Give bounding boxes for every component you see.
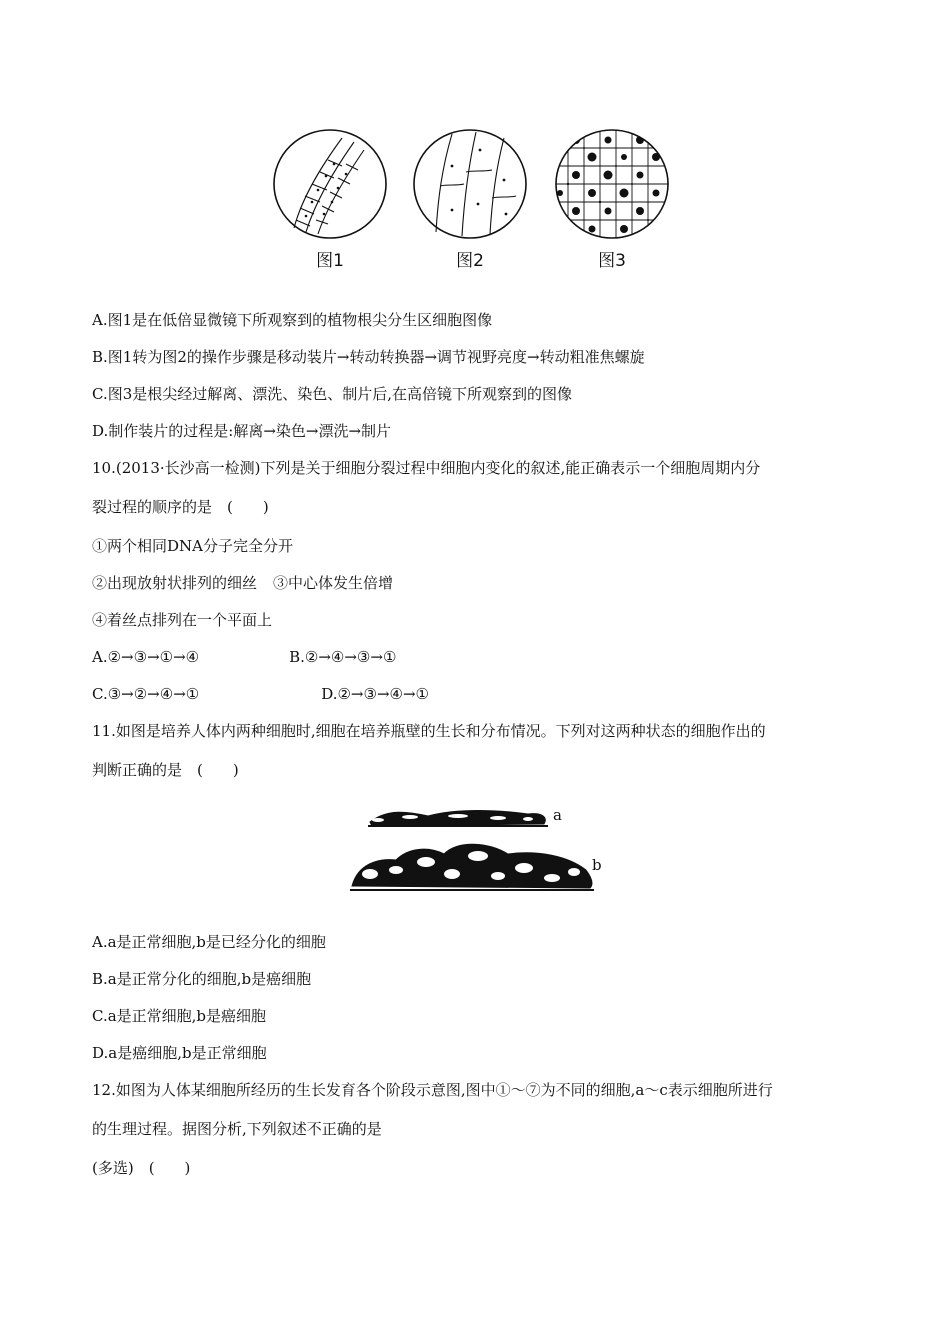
cell-label-a: a	[553, 806, 562, 824]
figure-3-label: 图3	[598, 251, 626, 271]
q10-options-cd	[92, 684, 429, 704]
q11-stem-line2: 判断正确的是 ( )	[92, 761, 239, 779]
q11-stem-line1: 11.如图是培养人体内两种细胞时,细胞在培养瓶壁的生长和分布情况。下列对这两种状态的细胞作出的	[92, 722, 766, 740]
q11-option-c: C.a是正常细胞,b是癌细胞	[92, 1007, 267, 1025]
q10-stem-line1: 10.(2013·长沙高一检测)下列是关于细胞分裂过程中细胞内变化的叙述,能正确表示一个细胞周期内分	[92, 459, 761, 477]
q10-option-b: B.②→④→③→①	[289, 648, 397, 666]
figure-2	[412, 128, 528, 271]
figure-1	[272, 128, 388, 271]
q10-option-a: A.②→③→①→④	[92, 648, 200, 666]
q11-option-d: D.a是癌细胞,b是正常细胞	[92, 1044, 267, 1062]
q9-option-c: C.图3是根尖经过解离、漂洗、染色、制片后,在高倍镜下所观察到的图像	[92, 385, 573, 403]
q10-option-d: D.②→③→④→①	[321, 685, 429, 703]
q9-option-d: D.制作装片的过程是:解离→染色→漂洗→制片	[92, 422, 392, 440]
q10-items-2-3	[92, 573, 393, 593]
microscope-figures	[262, 128, 692, 278]
q10-stem-line2: 裂过程的顺序的是 ( )	[92, 498, 269, 516]
q12-stem-line2: 的生理过程。据图分析,下列叙述不正确的是	[92, 1120, 382, 1138]
q10-options-ab	[92, 647, 396, 667]
q9-option-a: A.图1是在低倍显微镜下所观察到的植物根尖分生区细胞图像	[92, 311, 493, 329]
q10-item-4: ④着丝点排列在一个平面上	[92, 611, 273, 629]
q12-stem-line1: 12.如图为人体某细胞所经历的生长发育各个阶段示意图,图中①～⑦为不同的细胞,a～c表示细胞所进行	[92, 1081, 773, 1099]
figure-3	[554, 128, 670, 271]
figure-2-label: 图2	[456, 251, 484, 271]
q11-option-a: A.a是正常细胞,b是已经分化的细胞	[92, 933, 326, 951]
figure-1-label: 图1	[316, 251, 344, 271]
q12-stem-line3: (多选) ( )	[92, 1159, 191, 1177]
figure-3-image	[554, 128, 670, 240]
cell-culture-figure	[348, 800, 618, 900]
figure-2-image	[412, 128, 528, 240]
figure-1-image	[272, 128, 388, 240]
q10-item-3: ③中心体发生倍增	[273, 574, 394, 592]
q10-item-2: ②出现放射状排列的细丝	[92, 574, 258, 592]
q11-option-b: B.a是正常分化的细胞,b是癌细胞	[92, 970, 312, 988]
cell-label-b: b	[592, 856, 602, 874]
q10-option-c: C.③→②→④→①	[92, 685, 200, 703]
q10-item-1: ①两个相同DNA分子完全分开	[92, 537, 293, 555]
q9-option-b: B.图1转为图2的操作步骤是移动装片→转动转换器→调节视野亮度→转动粗准焦螺旋	[92, 348, 645, 366]
